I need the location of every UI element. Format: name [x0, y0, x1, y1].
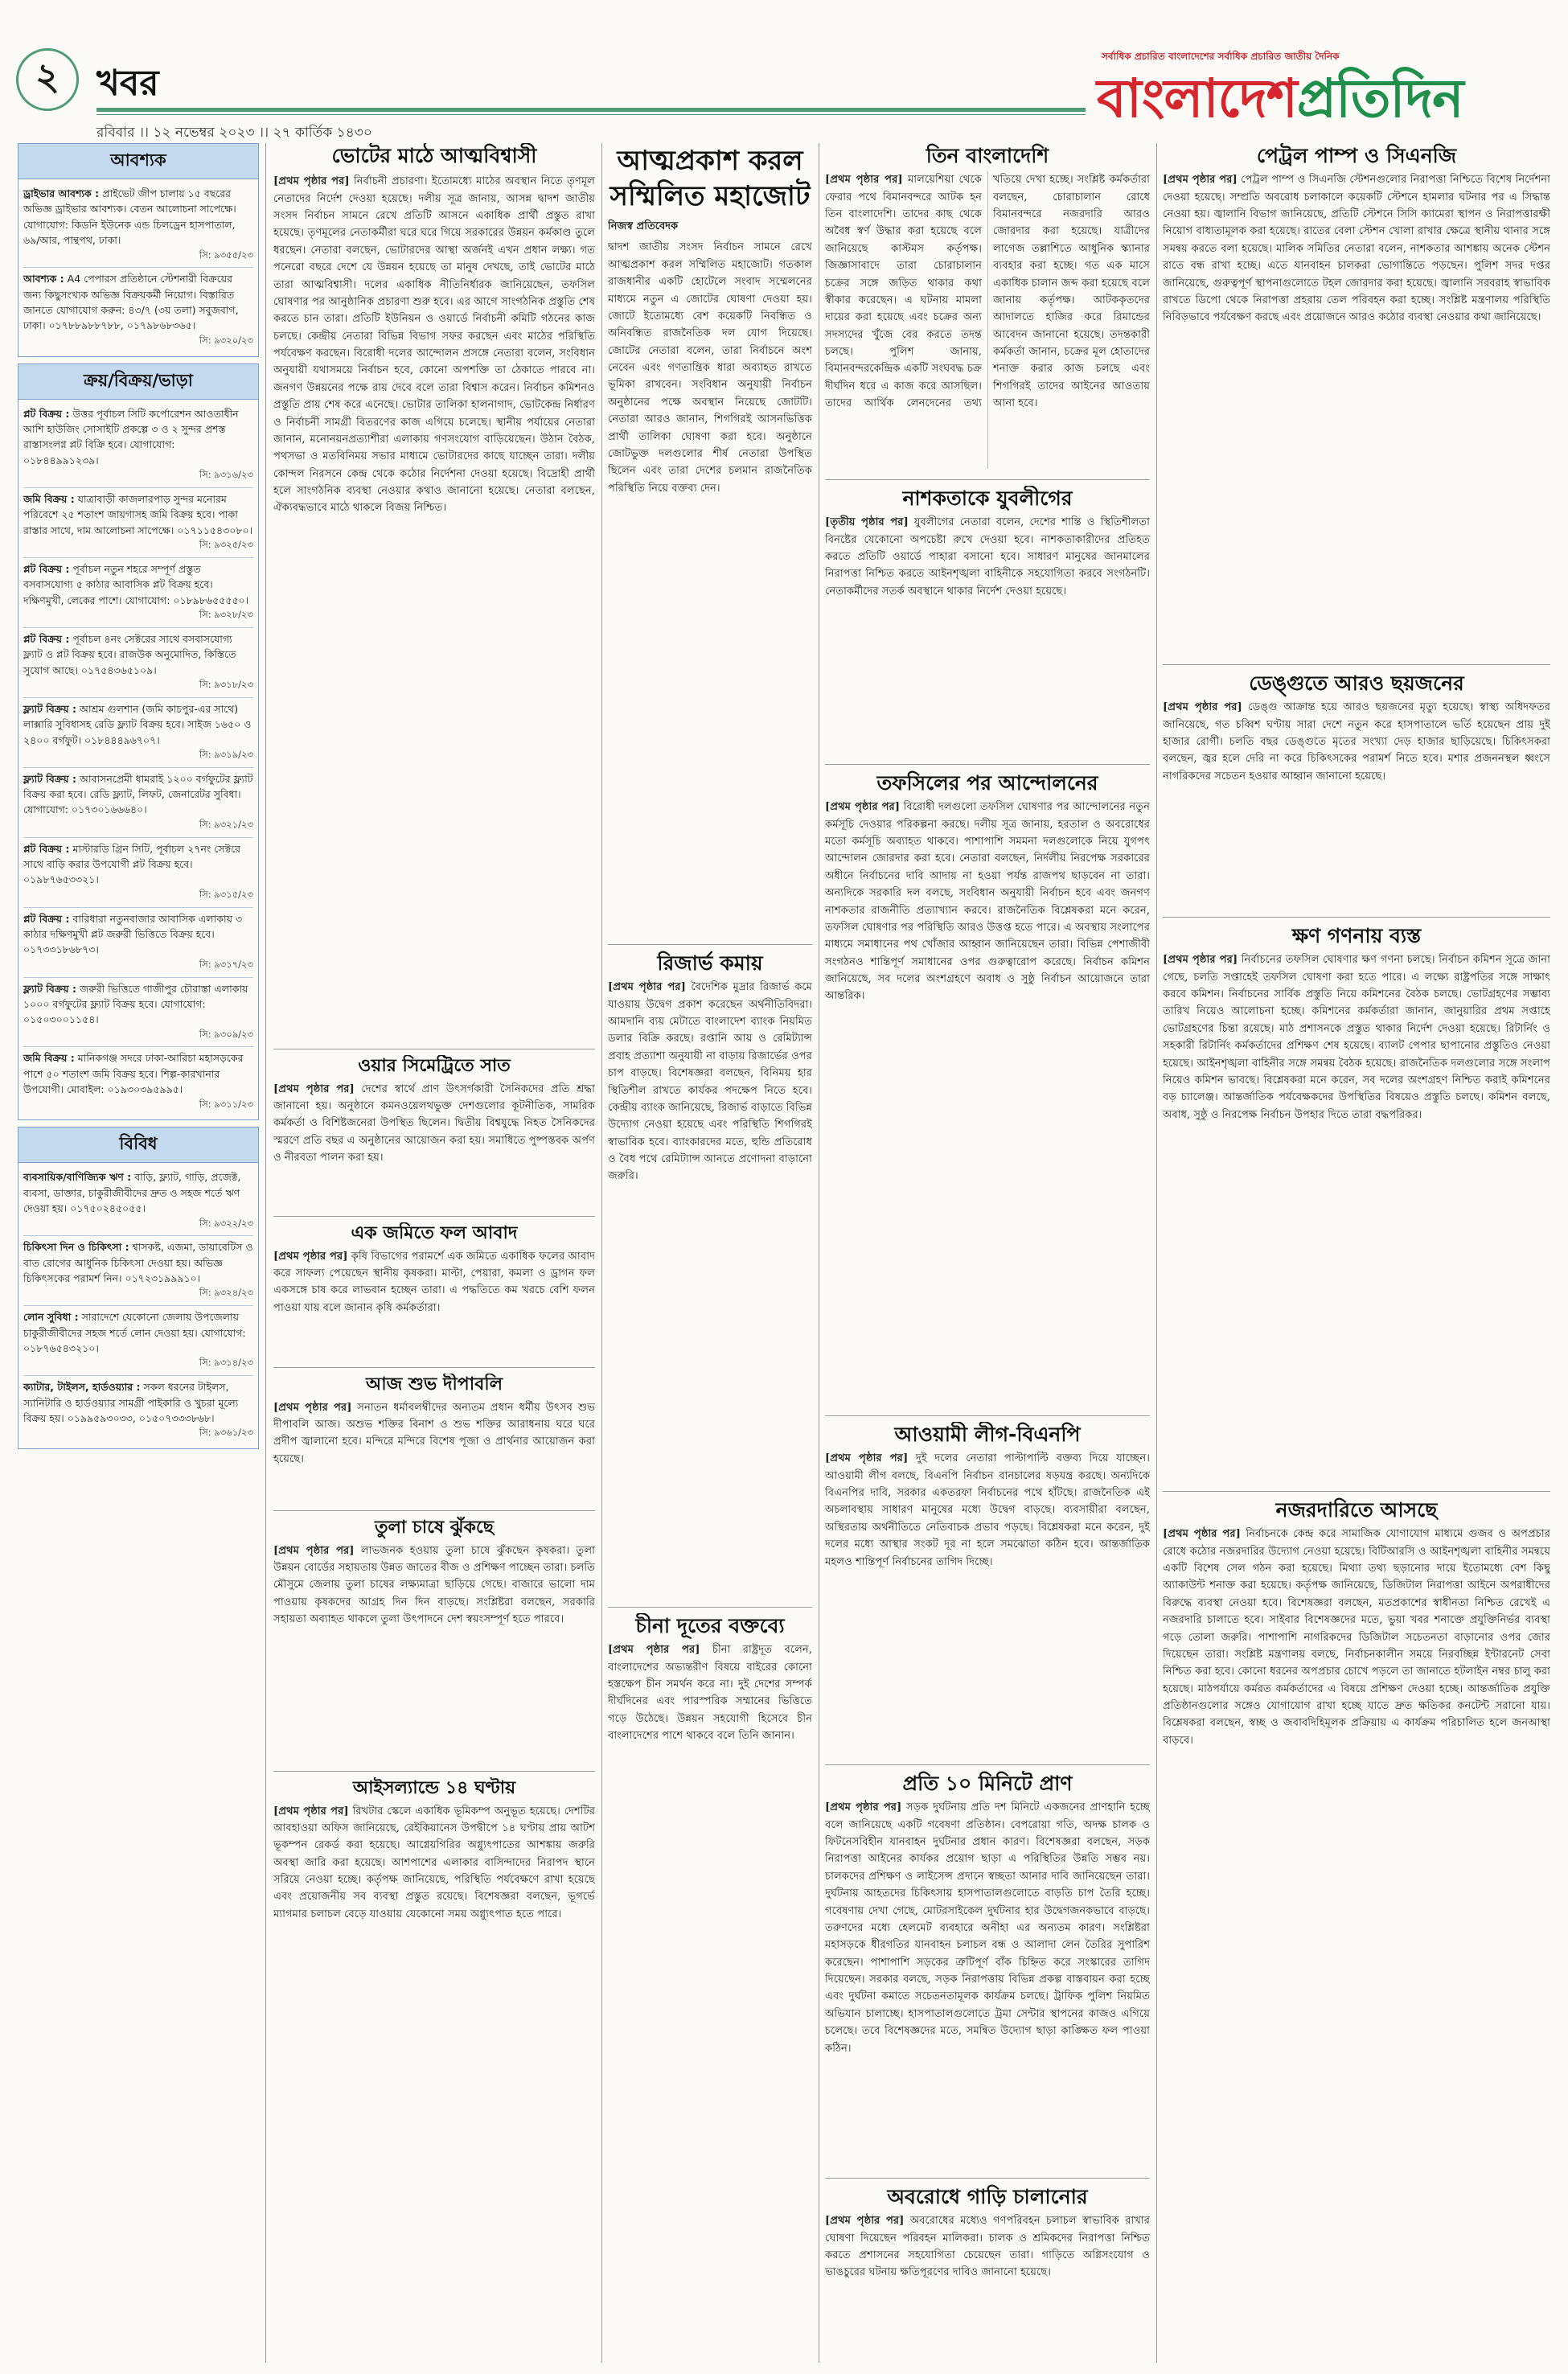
article-divider: [608, 1607, 812, 1608]
article-body: [608, 1641, 812, 1744]
page-header: [16, 48, 1552, 145]
masthead-tagline: সর্বাধিক প্রচারিত বাংলাদেশের সর্বাধিক প্রচারিত জাতীয় দৈনিক: [1102, 51, 1340, 62]
article-cotton[interactable]: [273, 1517, 595, 1768]
article-body: দ্বাদশ জাতীয় সংসদ নির্বাচন সামনে রেখে আত্মপ্রকাশ করল সম্মিলিত মহাজোট। গতকাল রাজধানীর একটি হোটেলে সংবাদ সম্মেলনের মাধ্যমে নতুন এ জোটের ঘোষণা দেওয়া হয়। জোটে ইতোমধ্যে বেশ কয়েকটি নিবন্ধিত ও অনিবন্ধিত রাজনৈতিক দল যোগ দিয়েছে। জোটের নেতারা বলেন, তারা নির্বাচনে অংশ নেবেন এবং গণতান্ত্রিক ধারা অব্যাহত রাখতে ভূমিকা রাখবেন। সংবিধান অনুযায়ী নির্বাচন অনুষ্ঠানের পক্ষে অবস্থান নিয়েছে জোটটি। নেতারা আরও জানান, শিগগিরই আসনভিত্তিক প্রার্থী তালিকা ঘোষণা করা হবে। অনুষ্ঠানে জোটভুক্ত দলগুলোর শীর্ষ নেতারা উপস্থিত ছিলেন এবং তারা দেশের চলমান রাজনৈতিক পরিস্থিতি নিয়ে বক্তব্য দেন।: [608, 241, 812, 495]
article-divider: [273, 1216, 595, 1217]
masthead-part1: বাংলাদেশ: [1097, 68, 1297, 129]
article-headline[interactable]: নাশকতাকে যুবলীগের: [902, 487, 1073, 510]
article-text: ডেঙ্গু আক্রান্ত হয়ে আরও ছয়জনের মৃত্যু হয়েছে। স্বাস্থ্য অধিদফতর জানিয়েছে, গত চব্বিশ ঘণ্টায় সারা দেশে নতুন করে হাসপাতালে ভর্তি হয়েছেন প্রায় দুই হাজার রোগী। চলতি বছর ডেঙ্গুতে মৃতের সংখ্যা দেড় হাজার ছাড়িয়েছে। চিকিৎসকরা বলছেন, জ্বর হলে দেরি না করে চিকিৎসকের পরামর্শ নিতে হবে। মশার প্রজননস্থল ধ্বংসে নাগরিকদের সচেতন হওয়ার আহ্বান জানানো হয়েছে।: [1163, 701, 1550, 782]
article-reserve[interactable]: [608, 951, 812, 1604]
article-text: দুই দলের নেতারা পাল্টাপাল্টি বক্তব্য দিয়ে যাচ্ছেন। আওয়ামী লীগ বলছে, বিএনপি নির্বাচন বানচালের ষড়যন্ত্র করছে। অন্যদিকে বিএনপির দাবি, সরকার একতরফা নির্বাচনের পথে হাঁটছে। রাজনৈতিক এই অচলাবস্থায় সাধারণ মানুষের মধ্যে উদ্বেগ বাড়ছে। ব্যবসায়ীরা বলছেন, অস্থিরতায় অর্থনীতিতে নেতিবাচক প্রভাব পড়ছে। বিশ্লেষকরা মনে করেন, দুই দলের মধ্যে আস্থার সংকট দূর না হলে সমঝোতা কঠিন হবে। আন্তর্জাতিক মহলও শান্তিপূর্ণ নির্বাচনের তাগিদ দিচ্ছে।: [825, 1452, 1150, 1568]
article-war-cemetery[interactable]: [273, 1055, 595, 1213]
article-headline[interactable]: ক্ষণ গণনায় ব্যস্ত: [1291, 924, 1422, 947]
article-three-bangladeshis[interactable]: [825, 143, 1150, 474]
article-headline[interactable]: আওয়ামী লীগ-বিএনপি: [894, 1423, 1081, 1446]
article-headline[interactable]: তফসিলের পর আন্দোলনের: [876, 771, 1098, 795]
classified-text: বারিধারা নতুনবাজার আবাসিক এলাকায় ৩ কাঠার দক্ষিণমুখী প্লট জরুরী ভিত্তিতে বিক্রয় হবে। ০১৭৩৩১৮৬৮৭৩।: [23, 912, 243, 956]
masthead-wordmark: [1097, 58, 1463, 146]
article-continuation: [প্রথম পৃষ্ঠার পর]: [1163, 1528, 1241, 1541]
article-al-bnp[interactable]: [825, 1422, 1150, 1760]
classified-text: সারাদেশে যেকোনো জেলায় উপজেলায় চাকুরীজীবীদের সহজ শর্তে লোন দেওয়া হয়। যোগাযোগ: ০১৮৭৬৫৪৩২১০।: [23, 1311, 246, 1354]
article-body: [825, 1450, 1150, 1571]
article-headline[interactable]: তুলা চাষে ঝুঁকছে: [374, 1518, 495, 1538]
classified-lead: ফ্ল্যাট বিক্রয় :: [23, 982, 76, 995]
classified-section-misc: [18, 1127, 259, 1449]
classified-lead: চিকিৎসা দিন ও চিকিৎসা :: [23, 1241, 129, 1254]
article-continuation: [প্রথম পৃষ্ঠার পর]: [825, 1801, 902, 1814]
article-after-schedule[interactable]: [825, 770, 1150, 1411]
article-body: [608, 979, 812, 1185]
article-continuation: [প্রথম পৃষ্ঠার পর]: [273, 1082, 355, 1095]
article-text: বৈদেশিক মুদ্রার রিজার্ভ কমে যাওয়ায় উদ্বেগ প্রকাশ করেছেন অর্থনীতিবিদরা। আমদানি ব্যয় মেটাতে বাংলাদেশ ব্যাংক নিয়মিত ডলার বিক্রি করছে। রপ্তানি আয় ও রেমিট্যান্স প্রবাহ প্রত্যাশা অনুযায়ী না বাড়ায় রিজার্ভের ওপর চাপ বাড়ছে। বিশেষজ্ঞরা বলছেন, বিনিময় হার স্থিতিশীল রাখতে কার্যকর পদক্ষেপ নিতে হবে। কেন্দ্রীয় ব্যাংক জানিয়েছে, রিজার্ভ বাড়াতে বিভিন্ন উদ্যোগ নেওয়া হয়েছে এবং পরিস্থিতি শিগগিরই স্বাভাবিক হবে। ব্যাংকারদের মতে, হুন্ডি প্রতিরোধ ও বৈধ পথে রেমিট্যান্স আনতে প্রণোদনা বাড়ানো জরুরি।: [608, 981, 812, 1183]
article-continuation: [প্রথম পৃষ্ঠার পর]: [1163, 174, 1238, 187]
article-text: সনাতন ধর্মাবলম্বীদের অন্যতম প্রধান ধর্মীয় উৎসব শুভ দীপাবলি আজ। অশুভ শক্তির বিনাশ ও শুভ শক্তির আরাধনায় ঘরে ঘরে প্রদীপ জ্বালানো হবে। মন্দিরে মন্দিরে বিশেষ পূজা ও প্রার্থনার আয়োজন করা হয়েছে।: [273, 1401, 595, 1465]
article-text: লাভজনক হওয়ায় তুলা চাষে ঝুঁকছেন কৃষকরা। তুলা উন্নয়ন বোর্ডের সহায়তায় উন্নত জাতের বীজ ও প্রশিক্ষণ পাচ্ছেন তারা। চলতি মৌসুমে জেলায় তুলা চাষের লক্ষ্যমাত্রা ছাড়িয়ে গেছে। বাজারে ভালো দাম পাওয়ায় কৃষকদের আগ্রহ দিন দিন বাড়ছে। সংশ্লিষ্টরা বলছেন, সরকারি সহায়তা অব্যাহত থাকলে তুলা উৎপাদনে দেশ স্বয়ংসম্পূর্ণ হতে পারবে।: [273, 1544, 595, 1625]
article-continuation: [প্রথম পৃষ্ঠার পর]: [825, 1452, 909, 1465]
article-every-10-minutes[interactable]: [825, 1771, 1150, 2173]
article-body: [825, 171, 1150, 469]
classified-text: আবাসনপ্রেমী ধামরাই ১২০০ বর্গফুটের ফ্ল্যাট বিক্রয় করা হবে। রেডি ফ্ল্যাট, লিফট, জেনারেটর সুবিধা। যোগাযোগ: ০১৭৩০১৬৬৬৪০।: [23, 772, 253, 816]
article-divider: [825, 764, 1150, 765]
classified-lead: ফ্ল্যাট বিক্রয় :: [23, 772, 76, 785]
dateline: রবিবার ।। ১২ নভেম্বর ২০২৩ ।। ২৭ কার্তিক ১৪৩০: [96, 125, 372, 141]
article-text: যুবলীগের নেতারা বলেন, দেশের শান্তি ও স্থিতিশীলতা বিনষ্টের যেকোনো অপচেষ্টা রুখে দেওয়া হবে। নাশকতাকারীদের প্রতিহত করতে প্রতিটি ওয়ার্ডে পাহারা বসানো হবে। সাধারণ মানুষের জানমালের নিরাপত্তা নিশ্চিত করতে আইনশৃঙ্খলা বাহিনীকে সহযোগিতা করবে সংগঠনটি। নেতাকর্মীদের সতর্ক অবস্থানে থাকার নির্দেশ দেওয়া হয়েছে।: [825, 516, 1150, 598]
article-text: বিরোধী দলগুলো তফসিল ঘোষণার পর আন্দোলনের নতুন কর্মসূচি দেওয়ার পরিকল্পনা করছে। দলীয় সূত্র জানায়, হরতাল ও অবরোধের মতো কর্মসূচি অব্যাহত থাকবে। পাশাপাশি সমমনা দলগুলোকে নিয়ে যুগপৎ আন্দোলন জোরদার করা হবে। নেতারা বলছেন, নির্দলীয় নিরপেক্ষ সরকারের অধীনে নির্বাচনের দাবি আদায় না হওয়া পর্যন্ত রাজপথ ছাড়বেন না তারা। অন্যদিকে সরকারি দল বলছে, সংবিধান অনুযায়ী নির্বাচন হবে এবং জনগণ নাশকতার রাজনীতি প্রত্যাখ্যান করবে। রাজনৈতিক বিশ্লেষকরা মনে করেন, তফসিল ঘোষণার পর পরিস্থিতি আরও উত্তপ্ত হতে পারে। এ অবস্থায় সংলাপের মাধ্যমে সমাধানের পথ খোঁজার আহ্বান জানিয়েছেন তারা। বিভিন্ন পেশাজীবী সংগঠনও শান্তিপূর্ণ সমাধানের ওপর গুরুত্বারোপ করেছে। নির্বাচন কমিশন জানিয়েছে, সব দলের অংশগ্রহণে অবাধ ও সুষ্ঠু নির্বাচন আয়োজনে তারা আন্তরিক।: [825, 801, 1150, 1003]
article-chinese-envoy[interactable]: [608, 1613, 812, 2356]
classified-item: [23, 1376, 253, 1445]
article-text: রিখটার স্কেলে একাধিক ভূমিকম্প অনুভূত হয়েছে। দেশটির আবহাওয়া অফিস জানিয়েছে, রেইকিয়ানেস উপদ্বীপে ১৪ ঘণ্টায় প্রায় আটশ ভূকম্পন রেকর্ড করা হয়েছে। আগ্নেয়গিরির অগ্ন্যুৎপাতের আশঙ্কায় জরুরি অবস্থা জারি করা হয়েছে। আশপাশের এলাকার বাসিন্দাদের নিরাপদ স্থানে সরিয়ে নেওয়া হচ্ছে। কর্তৃপক্ষ জানিয়েছে, পরিস্থিতি পর্যবেক্ষণে রাখা হয়েছে এবং প্রয়োজনীয় সব ব্যবস্থা প্রস্তুত রয়েছে। বিশেষজ্ঞরা বলছেন, ভূগর্ভে ম্যাগমার চলাচল বেড়ে যাওয়ায় যেকোনো সময় অগ্ন্যুৎপাত হতে পারে।: [273, 1805, 595, 1920]
article-iceland[interactable]: [273, 1777, 595, 2356]
article-divider: [825, 479, 1150, 480]
classified-item: [23, 488, 253, 558]
article-continuation: [প্রথম পৃষ্ঠার পর]: [273, 175, 350, 188]
classified-item: [23, 403, 253, 488]
article-continuation: [প্রথম পৃষ্ঠার পর]: [273, 1250, 348, 1263]
classified-text: জরুরী ভিত্তিতে গাজীপুর চৌরাস্তা এলাকায় ১০০০ বর্গফুটের ফ্ল্যাট বিক্রয় হবে। যোগাযোগ: ০১৫০৩০০১১৫৪।: [23, 982, 248, 1026]
classified-code: সি: ৯৩১১/২৩: [199, 1098, 253, 1110]
article-divider: [273, 1771, 595, 1772]
article-text: দেশের স্বার্থে প্রাণ উৎসর্গকারী সৈনিকদের প্রতি শ্রদ্ধা জানানো হয়। অনুষ্ঠানে কমনওয়েলথভুক্ত দেশগুলোর কূটনীতিক, সামরিক কর্মকর্তা ও বিশিষ্টজনেরা উপস্থিত ছিলেন। দ্বিতীয় বিশ্বযুদ্ধে নিহত সৈনিকদের স্মরণে প্রতি বছর এ অনুষ্ঠানের আয়োজন করা হয়। সমাধিতে পুষ্পস্তবক অর্পণ ও নীরবতা পালন করা হয়।: [273, 1082, 595, 1164]
article-divider: [273, 1367, 595, 1368]
article-confident-vote[interactable]: [273, 143, 595, 1044]
article-blockade-driving[interactable]: [825, 2184, 1150, 2356]
classified-lead: প্লট বিক্রয় :: [23, 407, 70, 420]
article-body: [273, 1081, 595, 1167]
article-headline[interactable]: তিন বাংলাদেশি: [926, 144, 1049, 167]
article-continuation: [প্রথম পৃষ্ঠার পর]: [273, 1401, 352, 1414]
classified-code: সি: ৯৩১৭/২৩: [199, 958, 253, 970]
article-body: [273, 1248, 595, 1317]
classified-item: [23, 698, 253, 768]
article-headline[interactable]: রিজার্ভ কমায়: [657, 951, 763, 975]
classified-text: শ্বাসকষ্ট, এজমা, ডায়াবেটিস ও বাত রোগের আধুনিক চিকিৎসা দেওয়া হয়। অভিজ্ঞ চিকিৎসকের পরামর্শ নিন। ০১৭২৩১৯৯৯১০।: [23, 1241, 253, 1285]
classified-code: সি: ৯৩০৯/২৩: [199, 1028, 253, 1040]
article-headline[interactable]: নজরদারিতে আসছে: [1275, 1498, 1438, 1522]
classified-text: বাড়ি, ফ্ল্যাট, গাড়ি, প্রজেক্ট, ব্যবসা, ডাক্তার, চাকুরীজীবীদের দ্রুত ও সহজ শর্তে ঋণ দেওয়া হয়। ০১৭৫০২৪৫০৫৫।: [23, 1171, 241, 1215]
article-grand-alliance[interactable]: [608, 143, 812, 939]
article-body: [273, 1803, 595, 1924]
article-body: [273, 1399, 595, 1468]
article-headline[interactable]: এক জমিতে ফল আবাদ: [351, 1223, 518, 1243]
column-divider: [601, 143, 602, 2363]
classified-text: মাস্টারডি গ্রিন সিটি, পূর্বাচল ২৭নং সেক্টরে সাথে বাড়ি করার উপযোগী প্লট বিক্রয় হবে। ০১৯৮৭৬৫৩৩২১।: [23, 842, 241, 886]
article-body: [273, 1542, 595, 1629]
article-text: পেট্রল পাম্প ও সিএনজি স্টেশনগুলোর নিরাপত্তা নিশ্চিতে বিশেষ নির্দেশনা দেওয়া হয়েছে। সম্প্রতি অবরোধ চলাকালে কয়েকটি স্টেশনে হামলার ঘটনার পর এ সিদ্ধান্ত নেওয়া হয়। জ্বালানি বিভাগ জানিয়েছে, প্রতিটি স্টেশনে সিসি ক্যামেরা স্থাপন ও নিরাপত্তারক্ষী নিয়োগ বাধ্যতামূলক করা হয়েছে। রাতের বেলা স্টেশন খোলা রাখার ক্ষেত্রে স্থানীয় থানার সঙ্গে সমন্বয় করতে বলা হয়েছে। মালিক সমিতির নেতারা বলেন, নাশকতার আশঙ্কায় অনেক স্টেশন রাতে বন্ধ রাখা হচ্ছে। এতে যানবাহন চালকরা ভোগান্তিতে পড়ছেন। পুলিশ সদর দপ্তর জানিয়েছে, গুরুত্বপূর্ণ স্থাপনাগুলোতে টহল জোরদার করা হয়েছে। জ্বালানি সরবরাহ স্বাভাবিক রাখতে ডিপো থেকে নিরাপত্তা প্রহরায় তেল পরিবহন করা হচ্ছে। সংশ্লিষ্ট মন্ত্রণালয় পরিস্থিতি নিবিড়ভাবে পর্যবেক্ষণ করছে এবং প্রয়োজনে আরও কঠোর ব্যবস্থা নেওয়ার কথা জানিয়েছে।: [1163, 174, 1550, 324]
classified-code: সি: ৯৩২২/২৩: [199, 1217, 253, 1229]
article-text: নির্বাচনী প্রচারণা। ইতোমধ্যে মাঠের অবস্থান নিতে তৃণমূল নেতাদের নির্দেশ দেওয়া হয়েছে। দলীয় সূত্র জানায়, আসন্ন দ্বাদশ জাতীয় সংসদ নির্বাচন সামনে রেখে প্রতিটি আসনে একাধিক প্রার্থী প্রস্তুত রাখা হয়েছে। তৃণমূলের নেতাকর্মীরা ঘরে ঘরে গিয়ে সরকারের উন্নয়ন কর্মকাণ্ড তুলে ধরছেন। নেতারা বলছেন, ভোটারদের আস্থা অর্জনই এখন প্রধান লক্ষ্য। গত পনেরো বছরে দেশে যে উন্নয়ন হয়েছে তা মানুষ দেখছে, তাই ভোটের মাঠে তারা আত্মবিশ্বাসী। দলের একাধিক নীতিনির্ধারক জানিয়েছেন, তফসিল ঘোষণার পর আনুষ্ঠানিক প্রচারণা শুরু হবে। এর আগে সাংগঠনিক প্রস্তুতি শেষ করতে চান তারা। প্রতিটি ইউনিয়ন ও ওয়ার্ডে নির্বাচনী কমিটি গঠনের কাজ চলছে। কেন্দ্রীয় নেতারা বিভিন্ন বিভাগ সফর করছেন এবং মাঠের পরিস্থিতি পর্যবেক্ষণ করছেন। বিরোধী দলের আন্দোলন প্রসঙ্গে নেতারা বলেন, সংবিধান অনুযায়ী যথাসময়ে নির্বাচন হবে, কোনো অপশক্তি তা ঠেকাতে পারবে না। জনগণ উন্নয়নের পক্ষে রায় দেবে বলে তারা বিশ্বাস করেন। নির্বাচন কমিশনও প্রস্তুতি প্রায় শেষ করে এনেছে। ভোটার তালিকা হালনাগাদ, ভোটকেন্দ্র নির্ধারণ ও নির্বাচনী সামগ্রী বিতরণের কাজ এগিয়ে চলেছে। স্থানীয় পর্যায়ের নেতারা জানান, মনোনয়নপ্রত্যাশীরা এলাকায় গণসংযোগ বাড়িয়েছেন। উঠান বৈঠক, পথসভা ও মতবিনিময় সভার মাধ্যমে ভোটারদের কাছে যাচ্ছেন তারা। দলীয় কোন্দল নিরসনে কেন্দ্র থেকে কঠোর নির্দেশনা দেওয়া হয়েছে। বিদ্রোহী প্রার্থী হলে সাংগঠনিক ব্যবস্থা নেওয়ার কথাও জানানো হয়েছে। নেতারা বলছেন, ঐক্যবদ্ধভাবে মাঠে থাকলে বিজয় নিশ্চিত।: [273, 175, 595, 515]
classified-code: সি: ৯৩১৬/২৩: [199, 469, 253, 481]
article-byline: নিজস্ব প্রতিবেদক: [608, 220, 679, 233]
classified-item: [23, 558, 253, 628]
article-body: [825, 799, 1150, 1005]
classified-heading: বিবিধ: [18, 1127, 258, 1163]
classified-code: সি: ৯৩২৮/২৩: [199, 609, 253, 620]
classified-heading: ক্রয়/বিক্রয়/ভাড়া: [18, 364, 258, 400]
classified-text: আশ্রম গুলশান (জমি কাচপুর-এর সাথে) লাক্সারি সুবিধাসহ রেডি ফ্ল্যাট বিক্রয় হবে। সাইজ ১৬৫০ ও ২৪০০ বর্গফুট। ০১৮৪৪৪৯৬৭০৭।: [23, 702, 252, 746]
article-body: [1163, 1526, 1550, 1749]
article-body: [1163, 699, 1550, 785]
classified-heading: আবশ্যক: [18, 144, 258, 179]
classified-lead: প্লট বিক্রয় :: [23, 562, 70, 575]
article-headline[interactable]: আইসল্যান্ডে ১৪ ঘণ্টায়: [352, 1778, 516, 1798]
classified-text: প্রাইভেট জীপ চালায় ১৫ বছরের অভিজ্ঞ ড্রাইভার আবশ্যক। বেতন আলোচনা সাপেক্ষে। যোগাযোগ: কিডনি ইউনেক এন্ড চিলড্রেন হাসপাতাল, ৬৯/আর, পান্থপথ, ঢাকা।: [23, 187, 236, 247]
classified-item: [23, 1306, 253, 1376]
article-countdown[interactable]: [1163, 923, 1550, 1486]
classified-text: সকল ধরনের টাইলস, স্যানিটারি ও হার্ডওয়্যার সামগ্রী পাইকারি ও খুচরা মূল্যে বিক্রয় হয়। ০১৯৯৫৯৩০৩৩, ০১৫০৭৩৩৩৮৬৮।: [23, 1381, 239, 1424]
page-number: ২: [16, 48, 79, 111]
classified-item: [23, 1166, 253, 1236]
classified-code: সি: ৯৩২৫/২৩: [199, 539, 253, 551]
classifieds-column: [18, 143, 259, 2363]
classified-code: সি: ৯৩২০/২৩: [199, 334, 253, 346]
article-headline[interactable]: প্রতি ১০ মিনিটে প্রাণ: [902, 1772, 1073, 1795]
article-text: নির্বাচনের তফসিল ঘোষণার ক্ষণ গণনা চলছে। নির্বাচন কমিশন সূত্রে জানা গেছে, চলতি সপ্তাহেই তফসিল ঘোষণা করা হতে পারে। এ লক্ষ্যে রাষ্ট্রপতির সঙ্গে সাক্ষাৎ করবে কমিশন। নির্বাচনের সার্বিক প্রস্তুতি নিয়ে কমিশনের বৈঠক চলছে। ভোটগ্রহণের সম্ভাব্য তারিখ নিয়েও আলোচনা হচ্ছে। কমিশনের কর্মকর্তারা জানান, জানুয়ারির প্রথম সপ্তাহে ভোটগ্রহণের চিন্তা রয়েছে। মাঠ প্রশাসনকে প্রস্তুত থাকার নির্দেশ দেওয়া হয়েছে। রিটার্নিং ও সহকারী রিটার্নিং কর্মকর্তাদের প্রশিক্ষণ শেষ হয়েছে। ব্যালট পেপার ছাপানোর প্রস্তুতিও নেওয়া হয়েছে। আইনশৃঙ্খলা বাহিনীর সঙ্গে সমন্বয় বৈঠক হয়েছে। রাজনৈতিক দলগুলোর সঙ্গে সংলাপ নিয়েও কমিশন ভাবছে। বিশ্লেষকরা মনে করেন, সব দলের অংশগ্রহণ নিশ্চিত করাই কমিশনের বড় চ্যালেঞ্জ। আন্তর্জাতিক পর্যবেক্ষকদের উপস্থিতির বিষয়েও প্রস্তুতি চলছে। কমিশন বলছে, অবাধ, সুষ্ঠু ও নিরপেক্ষ নির্বাচন উপহার দিতে তারা বদ্ধপরিকর।: [1163, 954, 1550, 1121]
classified-code: সি: ৯৩৬১/২৩: [199, 1427, 253, 1439]
classified-item: [23, 183, 253, 268]
classified-lead: আবশ্যক :: [23, 273, 64, 285]
classified-lead: লোন সুবিধা :: [23, 1311, 79, 1324]
article-diwali[interactable]: [273, 1374, 595, 1507]
article-petrol-pump[interactable]: [1163, 143, 1550, 659]
classified-code: সি: ৯৩৫৫/২৩: [199, 248, 253, 261]
classified-lead: ফ্ল্যাট বিক্রয় :: [23, 702, 76, 715]
article-headline[interactable]: পেট্রল পাম্প ও সিএনজি: [1256, 144, 1457, 167]
classified-text: উত্তর পূর্বাচল সিটি কর্পোরেশন আওতাধীন আশি হাউজিং সোসাইটি প্রকল্পে ৩ ও ২ সুন্দর প্রশস্ত রাস্তাসংলগ্ন প্লট বিক্রি হবে। যোগাযোগ: ০১৮৪৪৯৯১২৩৯।: [23, 407, 239, 466]
article-divider: [608, 944, 812, 945]
classified-item: [23, 838, 253, 908]
classified-lead: প্লট বিক্রয় :: [23, 842, 70, 855]
column-divider: [265, 143, 266, 2363]
article-text: কৃষি বিভাগের পরামর্শে এক জমিতে একাধিক ফলের আবাদ করে সাফল্য পেয়েছেন স্থানীয় কৃষকরা। মাল্টা, পেয়ারা, কমলা ও ড্রাগন ফল একসঙ্গে চাষ করে লাভবান হচ্ছেন তারা। এ পদ্ধতিতে কম খরচে বেশি ফলন পাওয়া যায় বলে জানান কৃষি কর্মকর্তারা।: [273, 1250, 595, 1314]
classified-text: পূর্বাচল নতুন শহরে সম্পূর্ণ প্রস্তুত বসবাসযোগ্য ৫ কাঠার আবাসিক প্লট বিক্রয় হবে। দক্ষিণমুখী, লেকের পাশে। যোগাযোগ: ০১৮৯৮৬৫৫৫৫০।: [23, 562, 249, 606]
article-text: অবরোধের মধ্যেও গণপরিবহন চলাচল স্বাভাবিক রাখার ঘোষণা দিয়েছেন পরিবহন মালিকরা। চালক ও শ্রমিকদের নিরাপত্তা নিশ্চিত করতে প্রশাসনের সহযোগিতা চেয়েছেন তারা। গাড়িতে অগ্নিসংযোগ ও ভাঙচুরের ঘটনায় ক্ষতিপূরণের দাবিও জানানো হয়েছে।: [825, 2215, 1150, 2279]
classified-text: পূর্বাচল ৪নং সেক্টরের সাথে বসবাসযোগ্য ফ্ল্যাট ও প্লট বিক্রয় হবে। রাজউক অনুমোদিত, কিস্তিতে সুযোগ আছে। ০১৭৫৪৩৬৫১০৯।: [23, 632, 236, 676]
article-continuation: [প্রথম পৃষ্ঠার পর]: [825, 174, 903, 187]
classified-item: [23, 1236, 253, 1306]
article-fruit-farming[interactable]: [273, 1222, 595, 1364]
classified-lead: জমি বিক্রয় :: [23, 492, 75, 505]
article-continuation: [প্রথম পৃষ্ঠার পর]: [273, 1544, 355, 1557]
article-body: [1163, 171, 1550, 326]
classified-item: [23, 908, 253, 978]
classified-section-required: [18, 143, 259, 357]
classified-item: [23, 768, 253, 838]
article-continuation: [তৃতীয় পৃষ্ঠার পর]: [825, 516, 909, 529]
article-headline[interactable]: ভোটের মাঠে আত্মবিশ্বাসী: [331, 144, 537, 167]
article-body: [825, 514, 1150, 600]
classified-lead: ব্যবসায়িক/বাণিজ্যিক ঋণ :: [23, 1171, 132, 1184]
classified-text: মানিকগঞ্জ সদরে ঢাকা-আরিচা মহাসড়কের পাশে ৫০ শতাংশ জমি বিক্রয় হবে। শিল্প-কারখানার উপযোগী। মোবাইল: ০১৯৩০৩৯৫৯৯৫।: [23, 1052, 244, 1096]
article-text: চীনা রাষ্ট্রদূত বলেন, বাংলাদেশের অভ্যন্তরীণ বিষয়ে বাইরের কোনো হস্তক্ষেপ চীন সমর্থন করে না। দুই দেশের সম্পর্ক দীর্ঘদিনের এবং পারস্পরিক সম্মানের ভিত্তিতে গড়ে উঠেছে। উন্নয়ন সহযোগী হিসেবে চীন বাংলাদেশের পাশে থাকবে বলে তিনি জানান।: [608, 1644, 812, 1743]
classified-code: সি: ৯৩১৪/২৩: [199, 1357, 253, 1369]
article-continuation: [প্রথম পৃষ্ঠার পর]: [1163, 954, 1238, 967]
classified-lead: ক্যাটার, টাইলস, হার্ডওয়্যার :: [23, 1381, 141, 1394]
classified-code: সি: ৯৩২৪/২৩: [199, 1287, 253, 1299]
classified-lead: ড্রাইভার আবশ্যক :: [23, 187, 100, 199]
article-body: [825, 2212, 1150, 2282]
article-continuation: [প্রথম পৃষ্ঠার পর]: [273, 1805, 349, 1817]
classified-code: সি: ৯৩২১/২৩: [199, 818, 253, 830]
article-continuation: [প্রথম পৃষ্ঠার পর]: [608, 981, 686, 994]
article-divider: [825, 2178, 1150, 2179]
article-headline[interactable]: ডেঙ্গুতে আরও ছয়জনের: [1249, 672, 1464, 695]
article-body: [825, 1799, 1150, 2057]
classified-item: [23, 1047, 253, 1116]
article-text: নির্বাচনকে কেন্দ্র করে সামাজিক যোগাযোগ মাধ্যমে গুজব ও অপপ্রচার রোধে কঠোর নজরদারির উদ্যোগ নেওয়া হয়েছে। বিটিআরসি ও আইনশৃঙ্খলা বাহিনীর সমন্বয়ে একটি বিশেষ সেল গঠন করা হয়েছে। মিথ্যা তথ্য ছড়ানোর দায়ে ইতোমধ্যে বেশ কিছু অ্যাকাউন্ট শনাক্ত করা হয়েছে। কর্তৃপক্ষ জানিয়েছে, ডিজিটাল নিরাপত্তা আইনে অপরাধীদের বিরুদ্ধে ব্যবস্থা নেওয়া হবে। বিশেষজ্ঞরা বলছেন, মতপ্রকাশের স্বাধীনতা নিশ্চিত রেখেই এ নজরদারি চালাতে হবে। সাইবার বিশেষজ্ঞদের মতে, ভুয়া খবর শনাক্তে প্রযুক্তিনির্ভর ব্যবস্থা গড়ে তোলা জরুরি। পাশাপাশি নাগরিকদের ডিজিটাল সচেতনতা বাড়ানোর ওপর জোর দিয়েছেন তারা। সংশ্লিষ্ট মন্ত্রণালয় বলছে, নির্বাচনকালীন সময়ে নিরবচ্ছিন্ন ইন্টারনেট সেবা নিশ্চিত করা হবে। কোনো ধরনের অপপ্রচার চোখে পড়লে তা জানাতে হটলাইন নম্বর চালু করা হয়েছে। মাঠপর্যায়ে কর্মরত কর্মকর্তাদের এ বিষয়ে প্রশিক্ষণ দেওয়া হচ্ছে। আন্তর্জাতিক প্রযুক্তি প্রতিষ্ঠানগুলোর সঙ্গেও যোগাযোগ রাখা হচ্ছে যাতে দ্রুত ক্ষতিকর কনটেন্ট সরানো যায়। বিশ্লেষকরা বলছেন, স্বচ্ছ ও জবাবদিহিমূলক প্রক্রিয়ায় এ কার্যক্রম পরিচালিত হলে জনআস্থা বাড়বে।: [1163, 1528, 1550, 1747]
masthead-logo[interactable]: [1097, 50, 1547, 138]
article-continuation: [প্রথম পৃষ্ঠার পর]: [825, 2215, 905, 2228]
article-headline[interactable]: আত্মপ্রকাশ করল সম্মিলিত মহাজোট: [610, 145, 811, 213]
article-headline[interactable]: অবরোধে গাড়ি চালানোর: [887, 2185, 1088, 2208]
article-divider: [825, 1764, 1150, 1765]
classified-lead: প্লট বিক্রয় :: [23, 632, 70, 645]
classified-lead: জমি বিক্রয় :: [23, 1052, 75, 1065]
header-rule-thin: [96, 114, 1086, 115]
article-text: মালয়েশিয়া থেকে ফেরার পথে বিমানবন্দরে আটক হন তিন বাংলাদেশি। তাদের কাছ থেকে অবৈধ স্বর্ণ উদ্ধার করা হয়েছে বলে জানিয়েছে কাস্টমস কর্তৃপক্ষ। জিজ্ঞাসাবাদে তারা চোরাচালান চক্রের সঙ্গে জড়িত থাকার কথা স্বীকার করেছেন। এ ঘটনায় মামলা দায়ের করা হয়েছে এবং চক্রের অন্য সদস্যদের খুঁজে বের করতে তদন্ত চলছে। পুলিশ জানায়, বিমানবন্দরকেন্দ্রিক একটি সংঘবদ্ধ চক্র দীর্ঘদিন ধরে এ কাজ করে আসছিল। তাদের আর্থিক লেনদেনের তথ্য খতিয়ে দেখা হচ্ছে। সংশ্লিষ্ট কর্মকর্তারা বলছেন, চোরাচালান রোধে বিমানবন্দরে নজরদারি আরও জোরদার করা হয়েছে। যাত্রীদের লাগেজ তল্লাশিতে আধুনিক স্ক্যানার ব্যবহার করা হচ্ছে। গত এক মাসে একাধিক চালান জব্দ করা হয়েছে বলে জানায় কর্তৃপক্ষ। আটককৃতদের আদালতে হাজির করে রিমান্ডের আবেদন জানানো হয়েছে। তদন্তকারী কর্মকর্তা জানান, চক্রের মূল হোতাদের শনাক্ত করার কাজ চলছে এবং শিগগিরই তাদের আইনের আওতায় আনা হবে।: [825, 174, 1150, 410]
article-headline[interactable]: আজ শুভ দীপাবলি: [365, 1374, 503, 1394]
article-continuation: [প্রথম পৃষ্ঠার পর]: [1163, 701, 1242, 714]
article-divider: [1163, 917, 1550, 918]
column-divider: [1156, 143, 1157, 2363]
article-surveillance[interactable]: [1163, 1497, 1550, 2356]
classified-code: সি: ৯৩১৮/২৩: [199, 678, 253, 690]
article-continuation: [প্রথম পৃষ্ঠার পর]: [608, 1644, 700, 1657]
article-divider: [825, 1415, 1150, 1416]
classified-code: সি: ৯৩১৯/২৩: [199, 748, 253, 760]
article-dengue[interactable]: [1163, 671, 1550, 912]
masthead-part2: প্রতিদিন: [1296, 68, 1463, 129]
article-divider: [1163, 664, 1550, 665]
classified-text: যাত্রাবাড়ী কাজলারপাড় সুন্দর মনোরম পরিবেশে ২৫ শতাংশ জায়গাসহ জমি বিক্রয় হবে। পাকা রাস্তার সাথে, দাম আলোচনা সাপেক্ষে। ০১৭১১৫৪৩০৮০।: [23, 492, 253, 536]
classified-section-buy-sell: [18, 363, 259, 1121]
classified-item: [23, 628, 253, 698]
classified-lead: প্লট বিক্রয় :: [23, 912, 70, 925]
article-jubo-league[interactable]: [825, 486, 1150, 759]
article-body: [273, 173, 595, 517]
classified-item: [23, 978, 253, 1048]
header-rule: [96, 108, 1086, 112]
article-body: [1163, 951, 1550, 1123]
article-headline[interactable]: চীনা দূতের বক্তব্যে: [635, 1614, 785, 1637]
article-divider: [273, 1510, 595, 1511]
classified-text: A4 পেপারস প্রতিষ্ঠানে স্টেশনারী বিক্রয়ের জন্য কিছুসংখ্যক অভিজ্ঞ বিক্রয়কর্মী নিয়োগ। বিস্তারিত জানতে যোগাযোগ করুন: ৪৩/৭ (৩য় তলা) সবুজবাগ, ঢাকা। ০১৭৮৮৯৮৮৭৮৮, ০১৭৯৮৬৮৩৬৫।: [23, 273, 239, 332]
article-text: সড়ক দুর্ঘটনায় প্রতি দশ মিনিটে একজনের প্রাণহানি হচ্ছে বলে জানিয়েছে একটি গবেষণা প্রতিষ্ঠান। বেপরোয়া গতি, অদক্ষ চালক ও ফিটনেসবিহীন যানবাহন দুর্ঘটনার প্রধান কারণ। বিশেষজ্ঞরা বলছেন, সড়ক নিরাপত্তা আইনের কার্যকর প্রয়োগ ছাড়া এ পরিস্থিতির উন্নতি সম্ভব নয়। চালকদের প্রশিক্ষণ ও লাইসেন্স প্রদানে স্বচ্ছতা আনার দাবি জানিয়েছেন তারা। দুর্ঘটনায় আহতদের চিকিৎসায় হাসপাতালগুলোতে বাড়তি চাপ তৈরি হচ্ছে। গবেষণায় দেখা গেছে, মোটরসাইকেল দুর্ঘটনার হার উদ্বেগজনকভাবে বাড়ছে। তরুণদের মধ্যে হেলমেট ব্যবহারে অনীহা এর অন্যতম কারণ। সংশ্লিষ্টরা মহাসড়কে ধীরগতির যানবাহন চলাচল বন্ধ ও আলাদা লেন তৈরির সুপারিশ করেছেন। পাশাপাশি সড়কের ত্রুটিপূর্ণ বাঁক চিহ্নিত করে সংস্কারের তাগিদ দিয়েছেন। সরকার বলছে, সড়ক নিরাপত্তায় বিভিন্ন প্রকল্প বাস্তবায়ন করা হচ্ছে এবং দুর্ঘটনা কমাতে সচেতনতামূলক কার্যক্রম চলছে। ট্রাফিক পুলিশ নিয়মিত অভিযান চালাচ্ছে। হাসপাতালগুলোতে ট্রমা সেন্টার স্থাপনের কাজও এগিয়ে চলেছে। তবে বিশেষজ্ঞদের মতে, সমন্বিত উদ্যোগ ছাড়া কাঙ্ক্ষিত ফল পাওয়া কঠিন।: [825, 1801, 1150, 2055]
section-title: খবর: [96, 63, 159, 104]
classified-code: সি: ৯৩১৫/২৩: [199, 888, 253, 900]
article-headline[interactable]: ওয়ার সিমেট্রিতে সাত: [358, 1056, 511, 1076]
article-continuation: [প্রথম পৃষ্ঠার পর]: [825, 801, 901, 814]
article-divider: [1163, 1491, 1550, 1492]
classified-item: [23, 268, 253, 352]
